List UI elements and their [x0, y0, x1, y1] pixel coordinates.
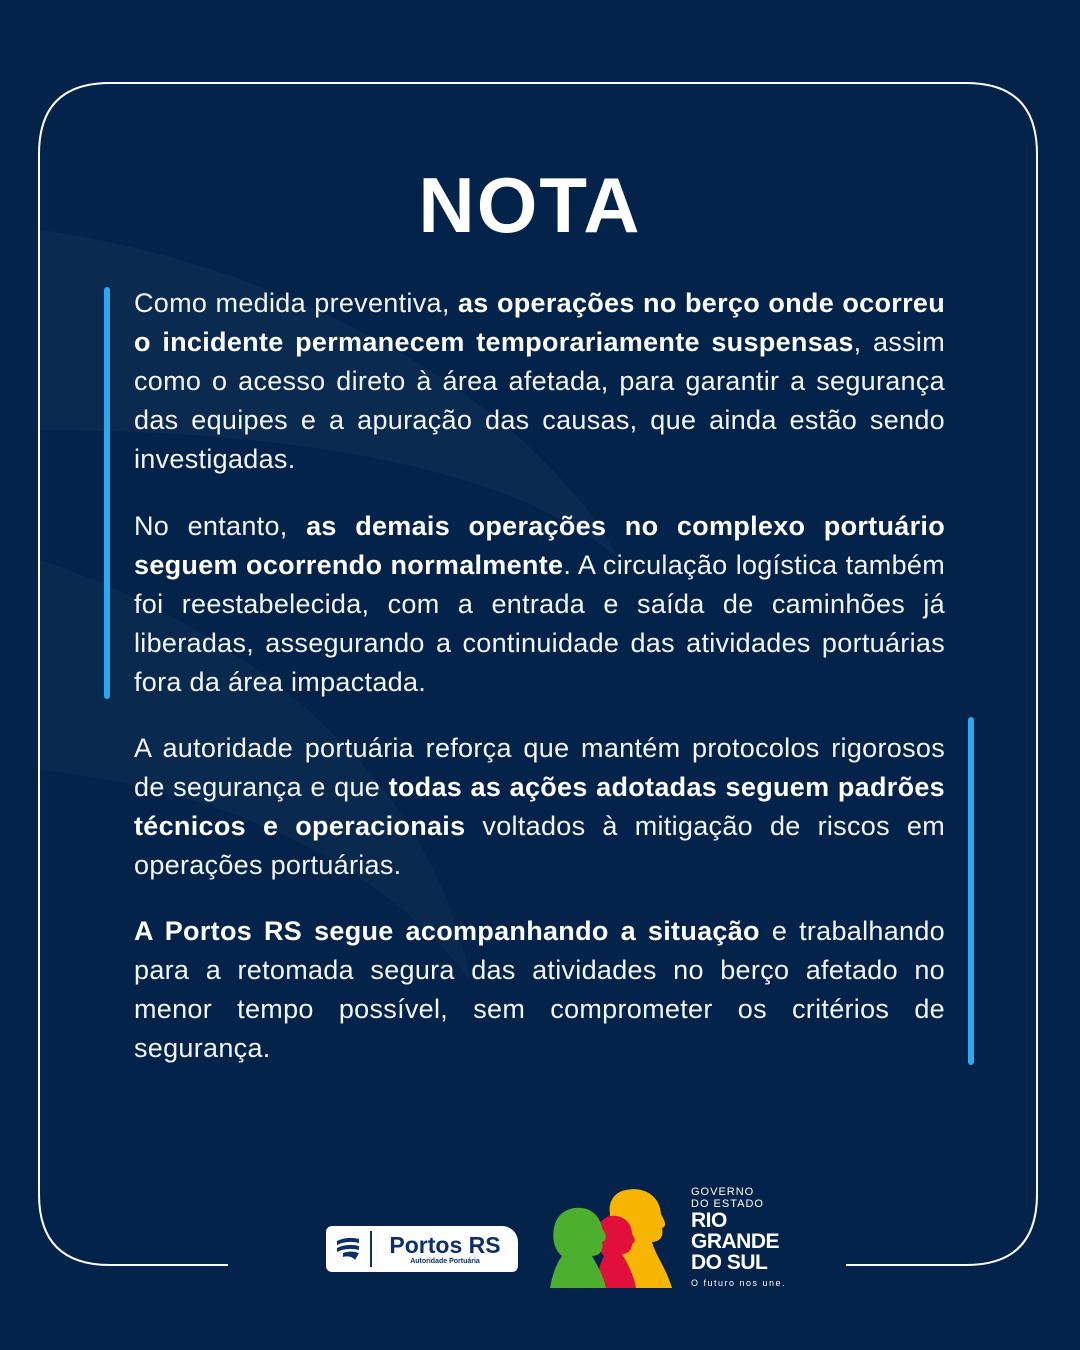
- paragraph-3-segment-1: A autoridade portuária reforça que mantém protocolos rigorosos de segurança e que: [134, 733, 945, 802]
- government-logo-figures: [548, 1186, 678, 1292]
- paragraph-3-segment-3: voltados à mitigação de riscos em operações portuárias.: [134, 811, 945, 880]
- portos-logo-name: Portos RS: [389, 1231, 501, 1258]
- paragraph-1-bold-segment: as operações no berço onde ocorreu o incidente permanecem temporariamente suspensas: [134, 288, 945, 357]
- wave-icon: [326, 1226, 370, 1272]
- paragraph-1-segment-1: Como medida preventiva,: [134, 288, 458, 318]
- paragraph-4: [134, 912, 945, 1068]
- paragraph-1: [134, 284, 945, 479]
- paragraph-4-segment-2: e trabalhando para a retomada segura das atividades no berço afetado no menor tempo possível, sem comprometer os critérios de segurança.: [134, 916, 946, 1063]
- accent-bar-left: [104, 287, 110, 699]
- government-logo-wordmark: [691, 1186, 821, 1289]
- government-slogan: O futuro nos une.: [691, 1278, 787, 1288]
- paragraph-2-segment-3: . A circulação logística também foi reestabelecida, com a entrada e saída de caminhões já liberadas, assegurando a continuidade das atividades portuárias fora da área impactada.: [134, 550, 945, 697]
- accent-bar-right: [968, 717, 974, 1065]
- portos-logo-subtitle: Autoridade Portuária: [410, 1257, 480, 1265]
- portos-logo-text: [372, 1233, 518, 1266]
- paragraph-1-segment-3: , assim como o acesso direto à área afetada, para garantir a segurança das equipes e a apuração das causas, que ainda estão sendo investigadas.: [134, 327, 945, 474]
- page-title: NOTA: [418, 161, 642, 249]
- paragraph-4-bold-segment: A Portos RS segue acompanhando a situação: [134, 916, 760, 946]
- government-line-2: DO ESTADO: [691, 1198, 764, 1210]
- government-line-1: GOVERNO: [691, 1186, 755, 1198]
- paragraph-2-bold-segment: as demais operações no complexo portuário seguem ocorrendo normalmente: [134, 511, 945, 580]
- portos-rs-logo: [326, 1226, 518, 1272]
- paragraph-2: [134, 507, 945, 702]
- state-name-line-2: GRANDE: [691, 1230, 780, 1253]
- paragraph-2-segment-1: No entanto,: [134, 511, 307, 541]
- paragraph-3: [134, 729, 945, 885]
- state-name-line-1: RIO: [691, 1209, 727, 1232]
- paragraph-3-bold-segment: todas as ações adotadas seguem padrões técnicos e operacionais: [134, 772, 946, 841]
- state-name-line-3: DO SUL: [691, 1251, 768, 1274]
